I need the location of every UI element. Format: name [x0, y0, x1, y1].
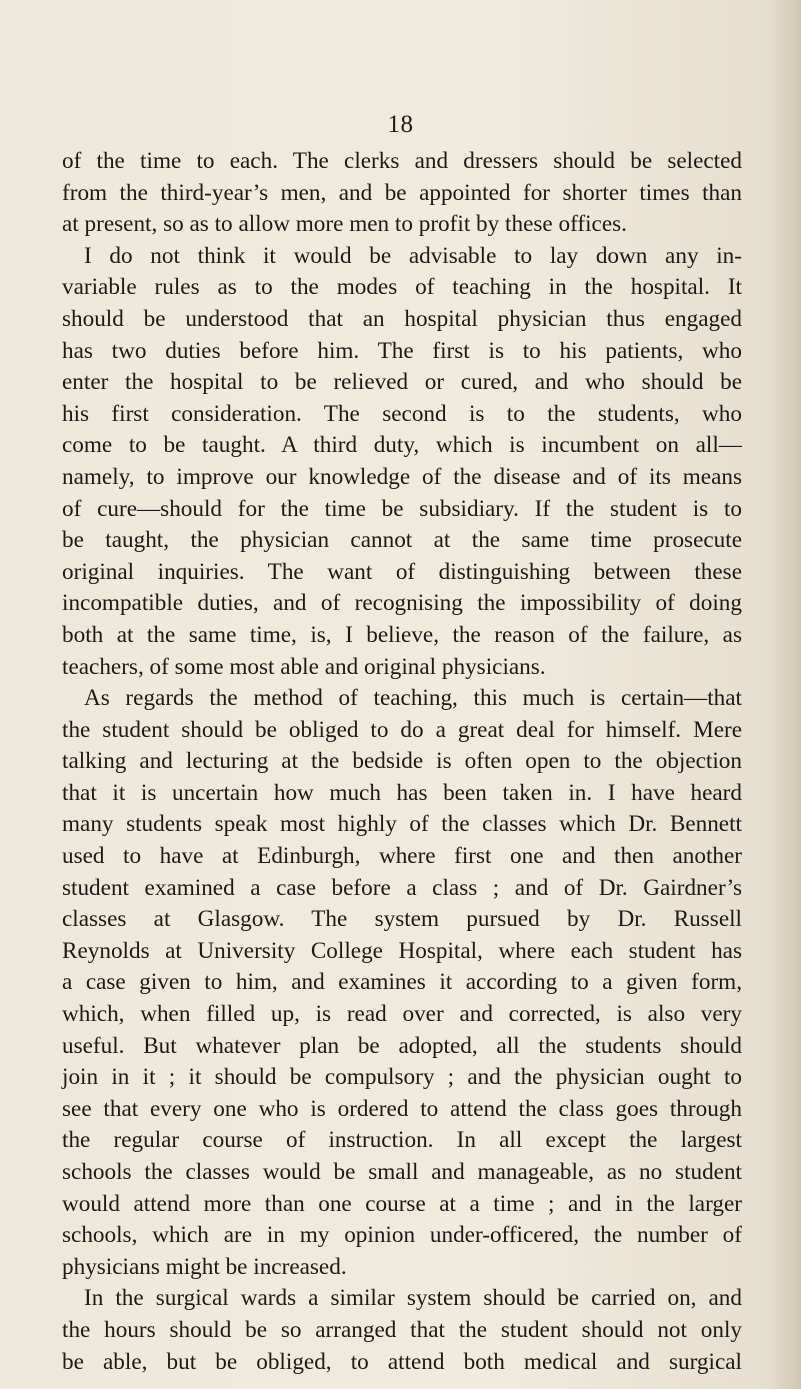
text-line: see that every one who is ordered to attend the class goes through: [62, 1095, 742, 1122]
text-line: talking and lecturing at the bedside is often open to the objection: [62, 748, 742, 775]
text-line: both at the same time, is, I believe, the reason of the failure, as: [62, 621, 742, 648]
text-line: used to have at Edinburgh, where first one and then another: [62, 843, 742, 870]
text-line: at present, so as to allow more men to profit by these offices.: [62, 211, 627, 238]
body-text: [62, 146, 742, 1378]
text-line: the regular course of instruction. In all except the largest: [62, 1127, 742, 1154]
text-line: be taught, the physician cannot at the same time prosecute: [62, 527, 742, 554]
text-line: would attend more than one course at a time ; and in the larger: [62, 1190, 742, 1217]
text-line: Reynolds at University College Hospital, where each student has: [62, 937, 742, 964]
text-line: of the time to each. The clerks and dressers should be selected: [62, 148, 742, 174]
text-line: original inquiries. The want of distinguishing between these: [62, 558, 742, 585]
text-line: As regards the method of teaching, this much is certain—that: [84, 685, 742, 712]
text-line: I do not think it would be advisable to lay down any in-: [84, 242, 742, 269]
text-line: student examined a case before a class ; and of Dr. Gairdner’s: [62, 874, 742, 901]
text-line: many students speak most highly of the classes which Dr. Bennett: [62, 811, 742, 838]
text-line: incompatible duties, and of recognising the impossibility of doing: [62, 590, 742, 617]
text-line: the hours should be so arranged that the student should not only: [62, 1316, 742, 1343]
text-line: enter the hospital to be relieved or cured, and who should be: [62, 369, 742, 396]
text-line: schools, which are in my opinion under-officered, the number of: [62, 1222, 742, 1249]
text-line: that it is uncertain how much has been taken in. I have heard: [62, 779, 742, 806]
text-line: of cure—should for the time be subsidiary. If the student is to: [62, 495, 742, 522]
text-line: variable rules as to the modes of teaching in the hospital. It: [62, 274, 742, 301]
text-line: his first consideration. The second is to the students, who: [62, 400, 742, 427]
text-line: join in it ; it should be compulsory ; and the physician ought to: [62, 1064, 742, 1091]
text-line: come to be taught. A third duty, which is incumbent on all—: [62, 432, 742, 459]
text-line: be able, but be obliged, to attend both medical and surgical: [62, 1348, 742, 1375]
text-line: a case given to him, and examines it according to a given form,: [62, 969, 742, 996]
text-line: classes at Glasgow. The system pursued by Dr. Russell: [62, 906, 742, 933]
text-line: In the surgical wards a similar system should be carried on, and: [84, 1285, 742, 1312]
text-line: useful. But whatever plan be adopted, all the students should: [62, 1032, 742, 1059]
page-number: 18: [387, 111, 414, 138]
text-line: teachers, of some most able and original physicians.: [62, 653, 546, 680]
text-line: physicians might be increased.: [62, 1253, 347, 1280]
text-line: schools the classes would be small and manageable, as no student: [62, 1159, 742, 1185]
text-line: from the third-year’s men, and be appointed for shorter times than: [62, 179, 742, 206]
text-line: has two duties before him. The first is to his patients, who: [62, 337, 742, 364]
text-line: namely, to improve our knowledge of the disease and of its means: [62, 463, 742, 490]
text-line: should be understood that an hospital physician thus engaged: [62, 305, 742, 332]
text-line: which, when filled up, is read over and corrected, is also very: [62, 1001, 742, 1028]
text-line: the student should be obliged to do a great deal for himself. Mere: [62, 716, 742, 743]
